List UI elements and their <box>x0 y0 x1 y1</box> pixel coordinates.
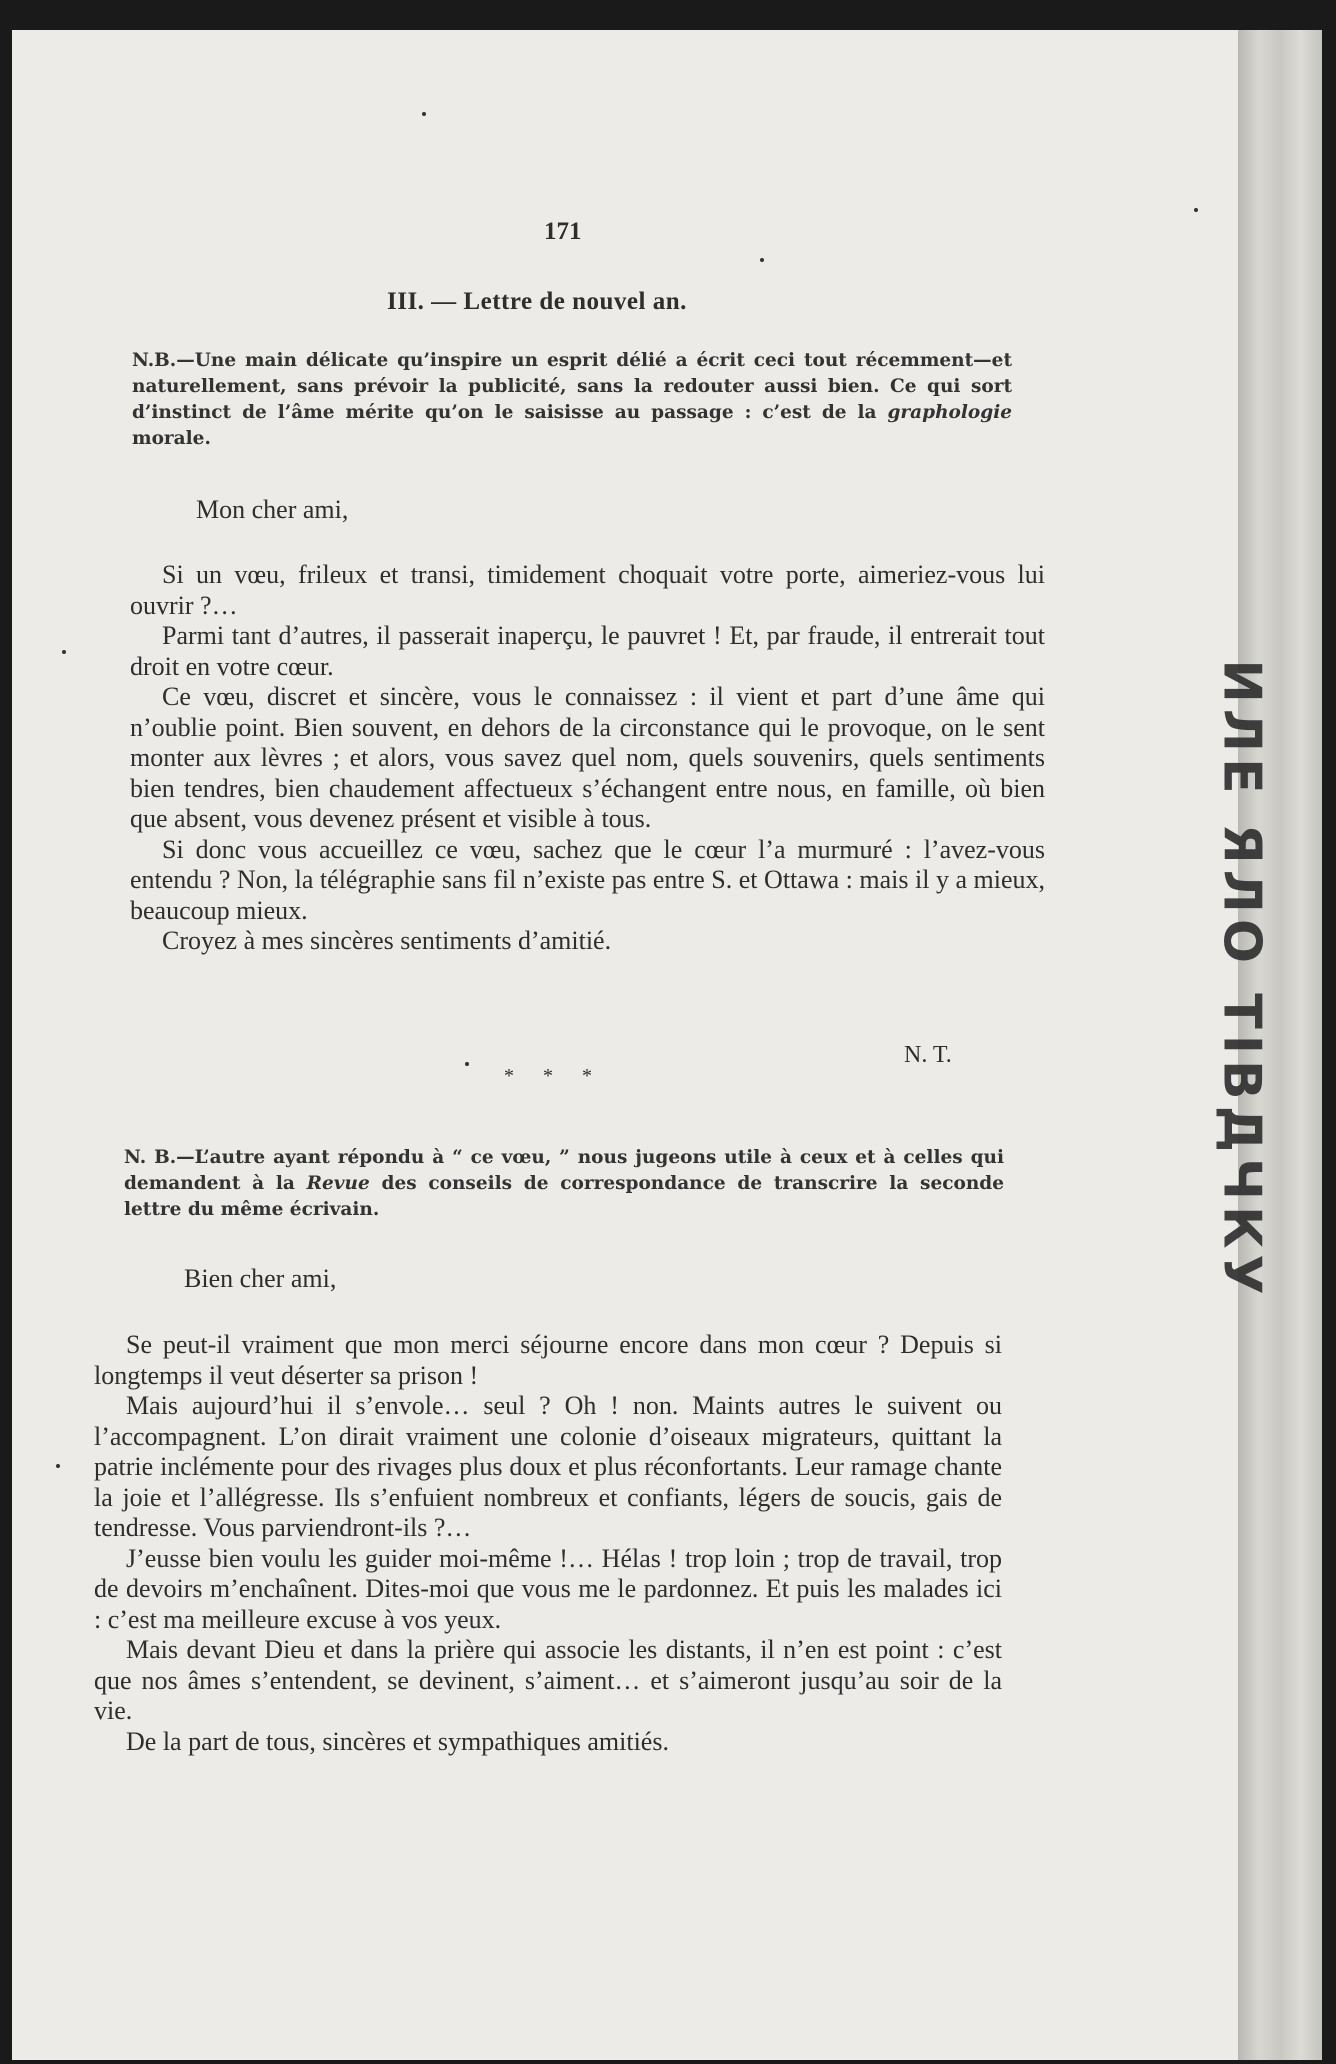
letter-1-paragraph: Ce vœu, discret et sincère, vous le connaissez : il vient et part d’une âme qui n’oublie point. Bien souvent, en dehors de la circonstance qui le provoque, on le sent monter aux lèvres ; et alors, vous savez quel nom, quels souvenirs, quels sentiments bien tendres, bien chaudement affectueux s’échangent entre nous, en famille, où bien que absent, vous devenez présent et visible à tous. <box>130 682 1045 833</box>
letter-1-paragraph: Si un vœu, frileux et transi, timidement choquait votre porte, aimeriez-vous lui ouvrir ?… <box>130 560 1045 620</box>
letter-2-salutation: Bien cher ami, <box>184 1264 337 1293</box>
edge-stamp <box>1212 659 1273 1301</box>
letter-1-salutation: Mon cher ami, <box>196 495 349 524</box>
paper-sheet <box>12 30 1322 2060</box>
letter-1-paragraph: Croyez à mes sincères sentiments d’amitié. <box>162 926 612 955</box>
letter-2-paragraph: Mais aujourd’hui il s’envole… seul ? Oh ! non. Maints autres le suivent ou l’accompagnent. L’on dirait vraiment une colonie d’oiseaux migrateurs, quittant la patrie inclémente pour des rivages plus doux et plus réconfortants. Leur ramage chante la joie et l’allégresse. Ils s’enfuient nombreux et confiants, légers de soucis, gais de tendresse. Vous parviendront-ils ?… <box>94 1391 1002 1542</box>
letter-1-paragraph: Si donc vous accueillez ce vœu, sachez que le cœur l’a murmuré : l’avez-vous entendu ? Non, la télégraphie sans fil n’existe pas entre S. et Ottawa : mais il y a mieux, beaucoup mieux. <box>130 834 1045 925</box>
note-2-italic: Revue <box>306 1173 370 1194</box>
letter-1-paragraph: Parmi tant d’autres, il passerait inaperçu, le pauvret ! Et, par fraude, il entrerait tout droit en votre cœur. <box>130 621 1045 681</box>
section-separator: * * * <box>504 1065 604 1087</box>
speck <box>62 650 66 654</box>
section-title: III. — Lettre de nouvel an. <box>387 288 687 315</box>
letter-2-paragraph: J’eusse bien voulu les guider moi-même !… Hélas ! trop loin ; trop de travail, trop de devoirs m’enchaînent. Dites-moi que vous me le pardonnez. Et puis les malades ici : c’est ma meilleure excuse à vos yeux. <box>94 1543 1002 1634</box>
note-2-end: des conseils de correspondance de transcrire la seconde lettre du même écrivain. <box>124 1173 1004 1220</box>
speck <box>1194 208 1198 212</box>
speck <box>760 258 764 262</box>
note-1-text: N.B.—Une main délicate qu’inspire un esprit délié a écrit ceci tout récemment—et naturellement, sans prévoir la publicité, sans la redouter aussi bien. Ce qui sort d’instinct de l’âme mérite qu’on le saisisse au passage : c’est de la <box>132 350 1012 423</box>
editor-note-2 <box>124 1145 1004 1223</box>
letter-2-paragraph: Se peut-il vraiment que mon merci séjourne encore dans mon cœur ? Depuis si longtemps il veut déserter sa prison ! <box>94 1330 1002 1390</box>
page-number: 171 <box>544 218 582 245</box>
edge-stamp-text: ИЛЕ ЯЛО ТІВДЧКУ <box>1212 659 1273 1301</box>
note-1-italic: graphologie <box>887 402 1012 423</box>
speck <box>465 1062 469 1066</box>
letter-1-body <box>130 560 1045 957</box>
speck <box>422 112 426 116</box>
letter-1-signature: N. T. <box>904 1042 952 1068</box>
note-1-end: morale. <box>132 428 211 449</box>
letter-2-body <box>94 1330 1002 1757</box>
letter-2-paragraph: De la part de tous, sincères et sympathiques amitiés. <box>126 1726 669 1756</box>
speck <box>56 1464 60 1468</box>
editor-note-1 <box>132 348 1012 452</box>
note-2-text: N. B.—L’autre ayant répondu à “ ce vœu, ” nous jugeons utile à ceux et à celles qui demandent à la <box>124 1147 1004 1194</box>
letter-2-paragraph: Mais devant Dieu et dans la prière qui associe les distants, il n’en est point : c’est que nos âmes s’entendent, se devinent, s’aiment… et s’aimeront jusqu’au soir de la vie. <box>94 1635 1002 1725</box>
